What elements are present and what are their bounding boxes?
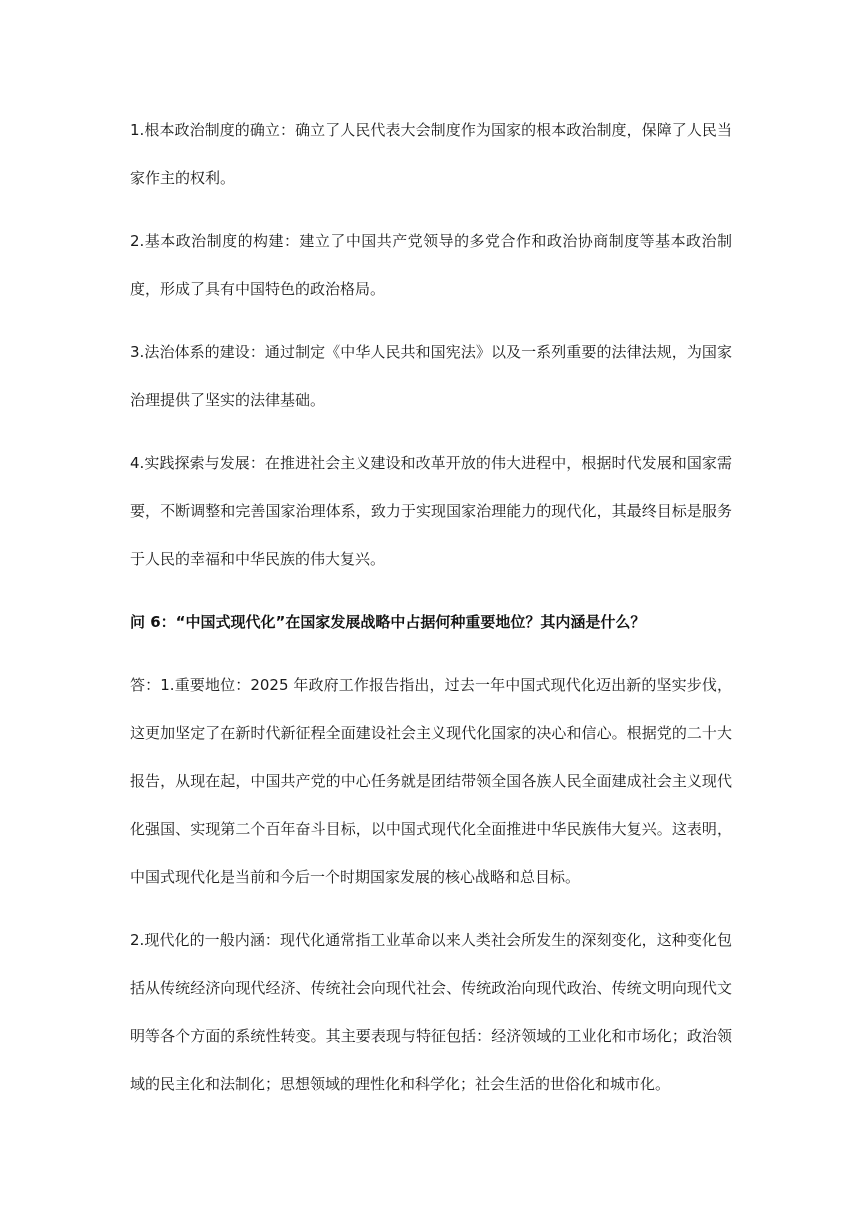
document-body bbox=[130, 106, 732, 1123]
question-heading: 问 6：“中国式现代化”在国家发展战略中占据何种重要地位？其内涵是什么？ bbox=[130, 613, 646, 631]
paragraph-basic-system: 2.基本政治制度的构建：建立了中国共产党领导的多党合作和政治协商制度等基本政治制度，形成了具有中国特色的政治格局。 bbox=[130, 232, 732, 298]
answer-importance: 答：1.重要地位：2025 年政府工作报告指出，过去一年中国式现代化迈出新的坚实步伐，这更加坚定了在新时代新征程全面建设社会主义现代化国家的决心和信心。根据党的二十大报告，从现在起，中国共产党的中心任务就是团结带领全国各族人民全面建成社会主义现代化强国、实现第二个百年奋斗目标，以中国式现代化全面推进中华民族伟大复兴。这表明，中国式现代化是当前和今后一个时期国家发展的核心战略和总目标。 bbox=[130, 676, 732, 886]
paragraph-rule-of-law: 3.法治体系的建设：通过制定《中华人民共和国宪法》以及一系列重要的法律法规，为国家治理提供了坚实的法律基础。 bbox=[130, 343, 732, 409]
answer-general-meaning: 2.现代化的一般内涵：现代化通常指工业革命以来人类社会所发生的深刻变化，这种变化包括从传统经济向现代经济、传统社会向现代社会、传统政治向现代政治、传统文明向现代文明等各个方面的系统性转变。其主要表现与特征包括：经济领域的工业化和市场化；政治领域的民主化和法制化；思想领域的理性化和科学化；社会生活的世俗化和城市化。 bbox=[130, 931, 732, 1093]
paragraph-practice-development: 4.实践探索与发展：在推进社会主义建设和改革开放的伟大进程中，根据时代发展和国家需要，不断调整和完善国家治理体系，致力于实现国家治理能力的现代化，其最终目标是服务于人民的幸福和中华民族的伟大复兴。 bbox=[130, 454, 732, 568]
paragraph-fundamental-system: 1.根本政治制度的确立：确立了人民代表大会制度作为国家的根本政治制度，保障了人民当家作主的权利。 bbox=[130, 121, 732, 187]
